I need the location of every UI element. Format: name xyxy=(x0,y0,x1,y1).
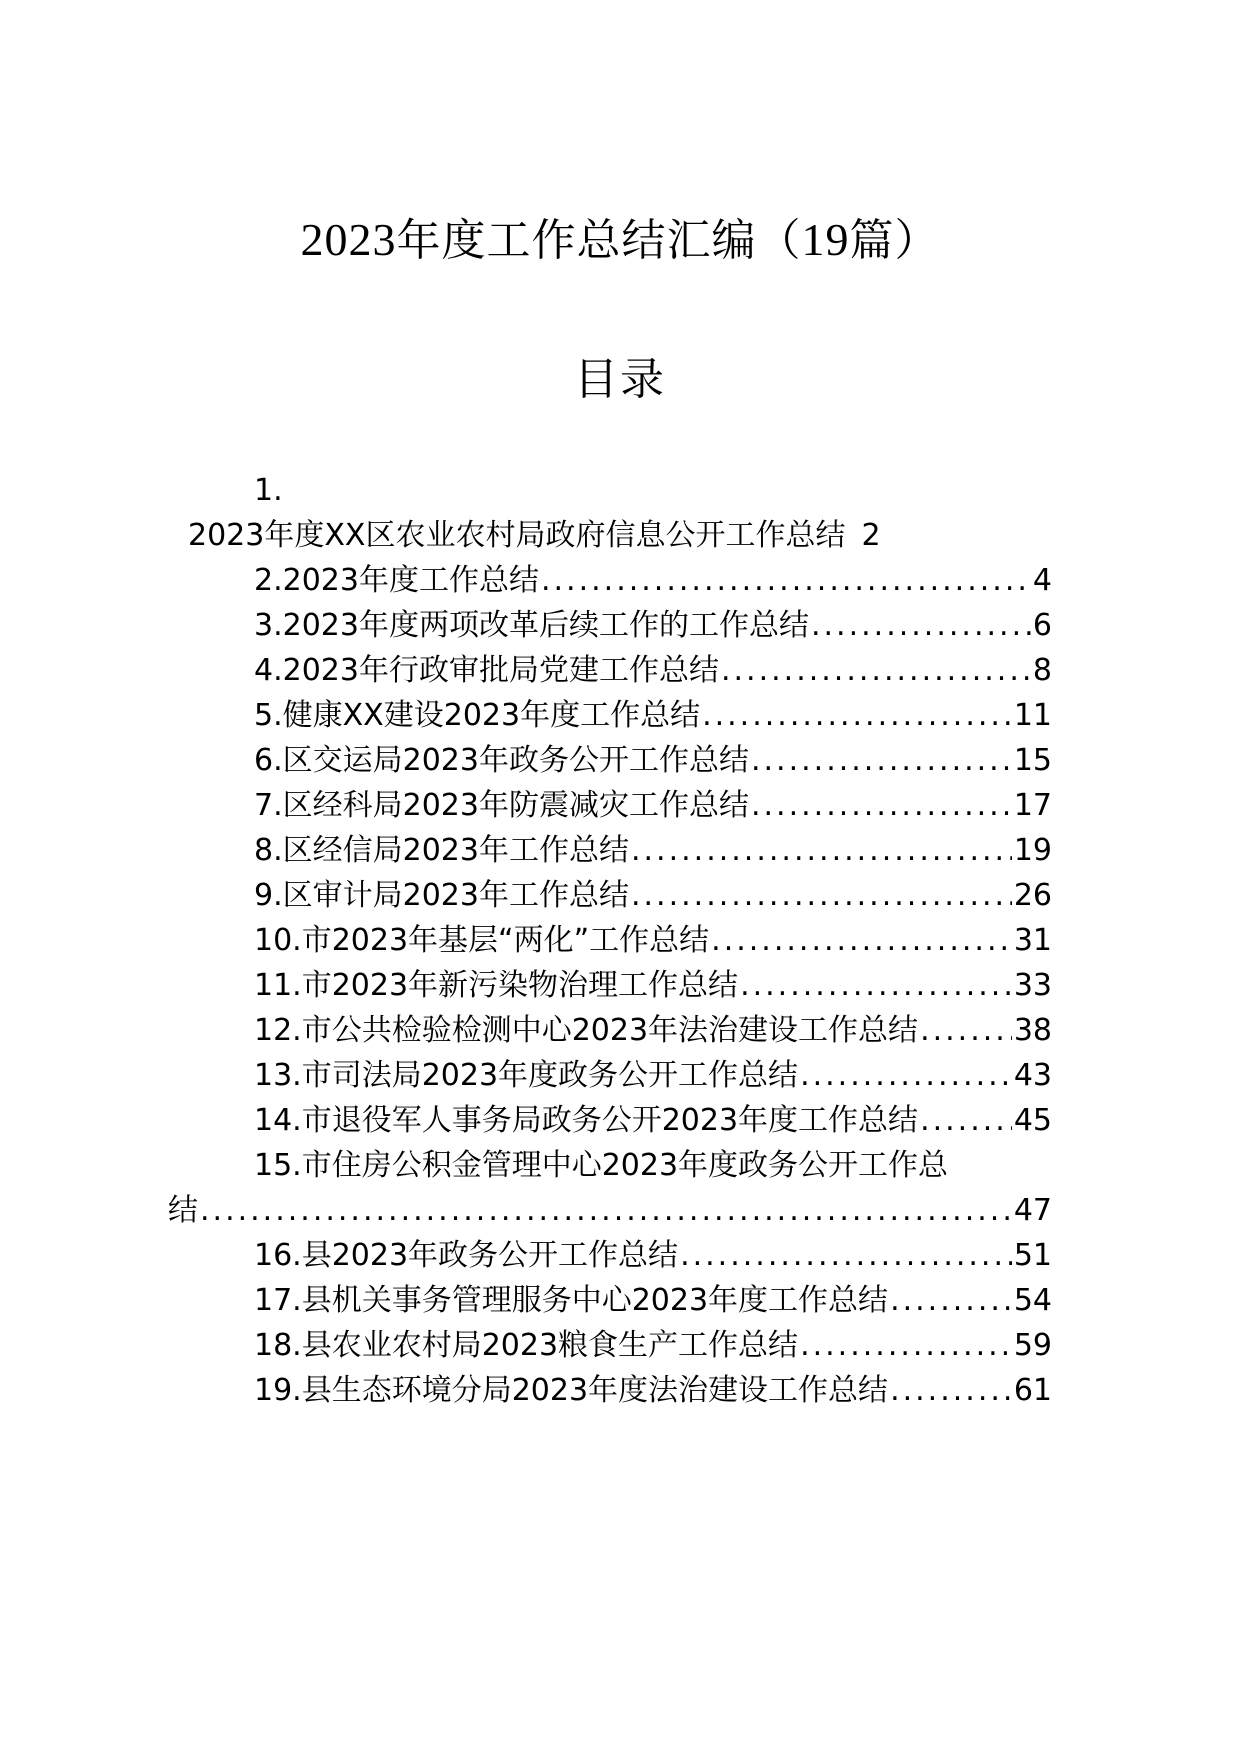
toc-leader-dots xyxy=(890,1278,1012,1323)
toc-entry-page: 51 xyxy=(1013,1238,1052,1273)
toc-entry-number: 1. xyxy=(254,473,283,508)
toc-entry[interactable] xyxy=(188,693,1052,738)
toc-entry-page: 54 xyxy=(1013,1283,1052,1318)
toc-entry-page: 19 xyxy=(1013,833,1052,868)
title-count: 19 xyxy=(801,214,850,265)
toc-entry-page: 45 xyxy=(1013,1103,1052,1138)
toc-entry-page: 43 xyxy=(1013,1058,1052,1093)
toc-entry-page: 33 xyxy=(1013,968,1052,1003)
toc-entry-text: 3.2023年度两项改革后续工作的工作总结 xyxy=(254,608,809,643)
toc-entry-text: 2.2023年度工作总结 xyxy=(254,563,539,598)
document-title xyxy=(0,212,1240,269)
title-year: 2023 xyxy=(300,214,397,265)
title-text-a: 年度工作总结汇编（ xyxy=(396,215,802,266)
toc-entry-15-line-2[interactable] xyxy=(168,1188,1052,1233)
toc-entry[interactable] xyxy=(188,1053,1052,1098)
toc-leader-dots xyxy=(800,1323,1012,1368)
toc-entry-page: 2 xyxy=(861,518,881,553)
toc-entry-text: 14.市退役军人事务局政务公开2023年度工作总结 xyxy=(254,1103,919,1138)
toc-leader-dots xyxy=(740,963,1012,1008)
toc-entry-text: 6.区交运局2023年政务公开工作总结 xyxy=(254,743,749,778)
toc-entry[interactable] xyxy=(188,918,1052,963)
toc-entry[interactable] xyxy=(188,873,1052,918)
toc-leader-dots xyxy=(920,1008,1012,1053)
toc-entry-page: 4 xyxy=(1032,563,1052,598)
toc-entry-text: 11.市2023年新污染物治理工作总结 xyxy=(254,968,739,1003)
toc-entry-page: 47 xyxy=(1013,1193,1052,1228)
toc-entry-text: 5.健康XX建设2023年度工作总结 xyxy=(254,698,701,733)
toc-entry-text: 19.县生态环境分局2023年度法治建设工作总结 xyxy=(254,1373,889,1408)
toc-leader-dots xyxy=(631,873,1012,918)
toc-entry[interactable] xyxy=(188,1323,1052,1368)
toc-leader-dots xyxy=(800,1053,1012,1098)
toc-entry-text: 8.区经信局2023年工作总结 xyxy=(254,833,629,868)
toc-entry[interactable] xyxy=(188,963,1052,1008)
toc-entry-text: 13.市司法局2023年度政务公开工作总结 xyxy=(254,1058,799,1093)
toc-entry-text: 9.区审计局2023年工作总结 xyxy=(254,878,629,913)
toc-entry-page: 38 xyxy=(1013,1013,1052,1048)
toc-entry-page: 31 xyxy=(1013,923,1052,958)
toc-entry-text: 16.县2023年政务公开工作总结 xyxy=(254,1238,679,1273)
toc-entry-page: 61 xyxy=(1013,1373,1052,1408)
toc-entry-page: 11 xyxy=(1013,698,1052,733)
toc-entry[interactable] xyxy=(188,603,1052,648)
toc-entry-page: 26 xyxy=(1013,878,1052,913)
toc-entry[interactable] xyxy=(188,738,1052,783)
toc-entry-page: 59 xyxy=(1013,1328,1052,1363)
toc-leader-dots xyxy=(631,828,1012,873)
toc-leader-dots xyxy=(680,1233,1012,1278)
toc-leader-dots xyxy=(702,693,1012,738)
toc-leader-dots xyxy=(890,1368,1012,1413)
toc-entry[interactable] xyxy=(188,648,1052,693)
toc-leader-dots xyxy=(751,738,1012,783)
title-text-b: 篇） xyxy=(849,215,940,266)
toc-entry-text: 4.2023年行政审批局党建工作总结 xyxy=(254,653,719,688)
toc-entry[interactable] xyxy=(188,1098,1052,1143)
toc-entry[interactable] xyxy=(188,828,1052,873)
toc-entry[interactable] xyxy=(188,783,1052,828)
toc-entry[interactable] xyxy=(188,1278,1052,1323)
toc-leader-dots xyxy=(711,918,1012,963)
toc-leader-dots xyxy=(751,783,1012,828)
toc-entry-1[interactable] xyxy=(188,513,1052,558)
toc-entry-text: 17.县机关事务管理服务中心2023年度工作总结 xyxy=(254,1283,889,1318)
toc-leader-dots xyxy=(541,558,1031,603)
toc-entry-text: 12.市公共检验检测中心2023年法治建设工作总结 xyxy=(254,1013,919,1048)
toc-entry[interactable] xyxy=(188,1233,1052,1278)
toc-entry-15-line-1[interactable] xyxy=(188,1143,1052,1188)
table-of-contents xyxy=(168,468,1052,1413)
toc-entry-text: 10.市2023年基层“两化”工作总结 xyxy=(254,923,710,958)
toc-entry-text: 2023年度XX区农业农村局政府信息公开工作总结 xyxy=(188,518,846,553)
toc-leader-dots xyxy=(811,603,1031,648)
toc-entry[interactable] xyxy=(188,1368,1052,1413)
toc-entry[interactable] xyxy=(188,558,1052,603)
toc-entry-text-continued: 结 xyxy=(168,1193,198,1228)
toc-entry[interactable] xyxy=(188,1008,1052,1053)
toc-entry-text: 7.区经科局2023年防震减灾工作总结 xyxy=(254,788,749,823)
toc-entry-page: 8 xyxy=(1032,653,1052,688)
toc-entry-page: 15 xyxy=(1013,743,1052,778)
toc-entry-page: 6 xyxy=(1032,608,1052,643)
toc-leader-dots xyxy=(721,648,1031,693)
toc-entry-page: 17 xyxy=(1013,788,1052,823)
toc-heading: 目录 xyxy=(574,354,666,405)
toc-entry-1-number[interactable] xyxy=(188,468,1052,513)
toc-leader-dots xyxy=(200,1188,1012,1233)
toc-entry-text: 18.县农业农村局2023粮食生产工作总结 xyxy=(254,1328,799,1363)
toc-entry-text: 15.市住房公积金管理中心2023年度政务公开工作总 xyxy=(254,1148,949,1183)
toc-leader-dots xyxy=(920,1098,1012,1143)
